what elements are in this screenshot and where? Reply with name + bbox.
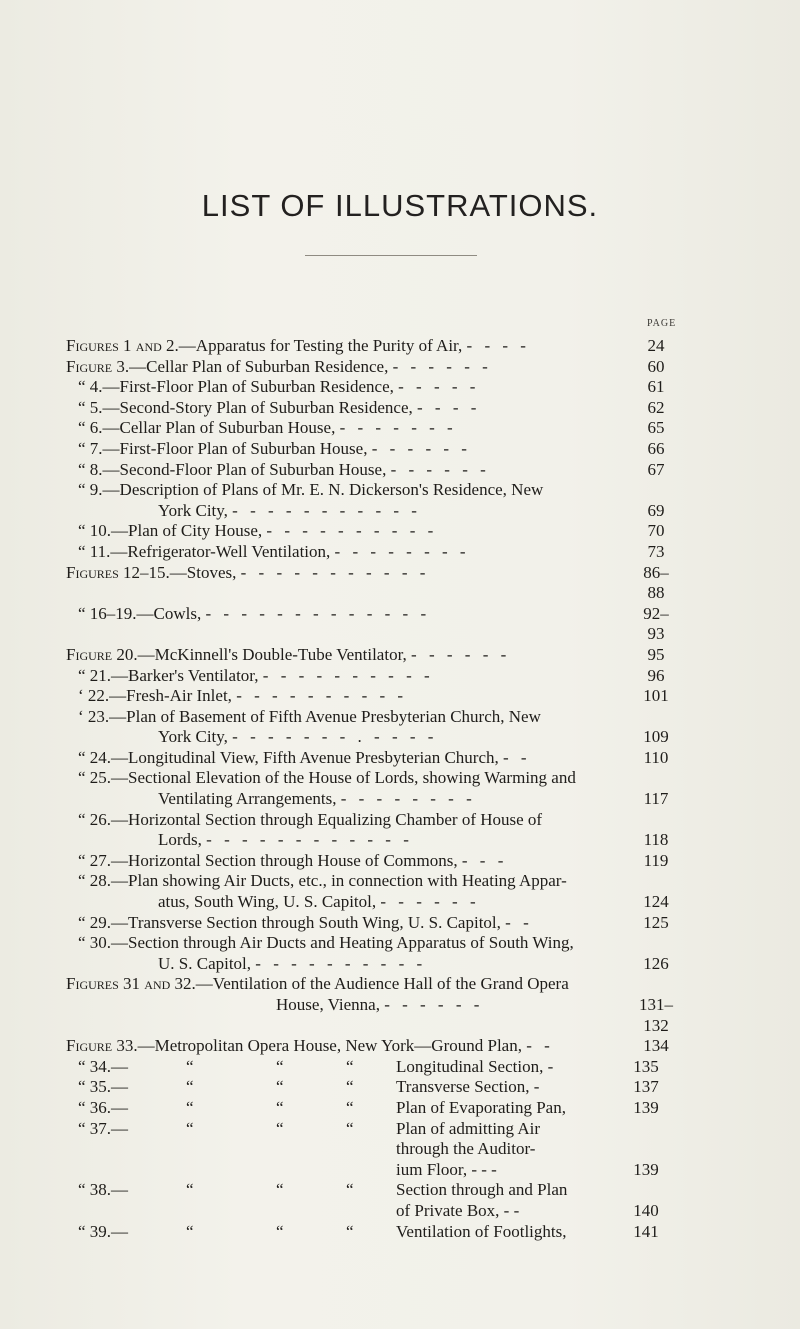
illustrations-list xyxy=(66,336,676,1242)
list-item xyxy=(66,398,676,419)
ditto-mark: “ xyxy=(346,1221,354,1241)
entry-description: ium Floor, - - - xyxy=(396,1159,497,1179)
ditto-mark xyxy=(346,1201,396,1222)
list-item xyxy=(66,830,676,851)
entry-description: —Description of Plans of Mr. E. N. Dickerson's Residence, New xyxy=(102,480,544,500)
entry-description: York City, xyxy=(158,500,228,520)
entry-text xyxy=(66,357,632,378)
figure-number: “ 36.— xyxy=(78,1097,129,1117)
entry-text xyxy=(66,418,632,439)
list-item xyxy=(66,645,676,666)
figure-number xyxy=(66,1201,186,1222)
entry-label: “ 28. xyxy=(78,871,112,891)
ditto-mark: “ xyxy=(276,1077,284,1097)
list-item xyxy=(66,871,676,892)
entry-description: —Refrigerator-Well Ventilation, xyxy=(110,541,331,561)
entry-description: —Apparatus for Testing the Purity of Air, xyxy=(178,336,463,355)
list-item xyxy=(66,501,676,522)
entry-page-number: 124 xyxy=(643,892,669,912)
ditto-mark: “ xyxy=(186,1077,194,1097)
entry-text xyxy=(66,830,632,851)
entry-description: —Transverse Section through South Wing, U. S. Capitol, xyxy=(111,912,501,932)
entry-description: House, Vienna, xyxy=(276,995,380,1014)
figure-number: “ 35.— xyxy=(78,1077,129,1097)
list-item xyxy=(66,933,676,954)
entry-description: —McKinnell's Double-Tube Ventilator, xyxy=(137,644,407,664)
entry-label: “ 10. xyxy=(78,521,112,541)
entry-text xyxy=(66,398,632,419)
entry-leaders: - - - - xyxy=(417,397,481,417)
entry-description: —Cellar Plan of Suburban Residence, xyxy=(129,356,389,376)
entry-page-number: 92–93 xyxy=(643,603,669,644)
entry-description: Transverse Section, - xyxy=(396,1077,540,1097)
figure-number: “ 37.— xyxy=(78,1118,129,1138)
list-item xyxy=(66,768,676,789)
entry-description: —First-Floor Plan of Suburban Residence, xyxy=(102,377,394,397)
entry-page-number: 135 xyxy=(633,1056,659,1076)
list-item xyxy=(66,521,676,542)
entry-text xyxy=(66,542,632,563)
entry-description: —Metropolitan Opera House, New York—Ground Plan, xyxy=(137,1036,522,1056)
entry-text xyxy=(66,707,632,728)
ditto-mark: “ xyxy=(186,1118,194,1138)
list-item xyxy=(66,789,676,810)
page-title: LIST OF ILLUSTRATIONS. xyxy=(201,188,599,223)
entry-page-number: 109 xyxy=(643,727,669,747)
entry-description: —Cellar Plan of Suburban House, xyxy=(102,418,336,438)
entry-text xyxy=(66,336,632,357)
entry-leaders: - - - - - - xyxy=(384,995,484,1014)
entry-page-number: 69 xyxy=(647,500,665,520)
entry-leaders: - - - xyxy=(461,850,508,870)
entry-text xyxy=(66,727,632,748)
entry-label: Figures 31 and 32. xyxy=(66,974,196,994)
figure-number: “ 39.— xyxy=(78,1221,129,1241)
entry-description: —Barker's Ventilator, xyxy=(111,665,259,685)
entry-description: —Plan of City House, xyxy=(111,521,263,541)
entry-description: —Second-Story Plan of Suburban Residence, xyxy=(102,397,413,417)
entry-description: —Plan showing Air Ducts, etc., in connection with Heating Appar- xyxy=(111,871,567,891)
entry-label: “ 26. xyxy=(78,809,112,829)
entry-text xyxy=(66,933,632,954)
ditto-mark xyxy=(276,1139,346,1160)
entry-leaders: - - - - - - xyxy=(411,644,511,664)
entry-page-number xyxy=(626,1139,666,1160)
entry-description: —Ventilation of the Audience Hall of the Grand Opera xyxy=(195,974,569,994)
ditto-mark xyxy=(276,1201,346,1222)
entry-description: Section through and Plan xyxy=(396,1180,568,1200)
entry-leaders: - - - - - - - . - - - - xyxy=(232,727,438,747)
entry-leaders: - - - - - - - - - - - - xyxy=(206,830,413,850)
ditto-mark: “ xyxy=(276,1118,284,1138)
entry-leaders: - - - - - - - - xyxy=(334,541,470,561)
entry-text xyxy=(66,871,632,892)
entry-description: Plan of admitting Air xyxy=(396,1118,541,1138)
entry-description: —Fresh-Air Inlet, xyxy=(109,686,232,706)
entry-label: “ 6. xyxy=(78,418,103,438)
entry-text xyxy=(66,604,632,625)
opera-house-figures-table xyxy=(66,1057,676,1242)
entry-page-number: 60 xyxy=(647,356,665,376)
entry-page-number: 96 xyxy=(647,665,665,685)
ditto-mark: “ xyxy=(276,1221,284,1241)
figure-number: “ 34.— xyxy=(78,1056,129,1076)
list-item xyxy=(66,480,676,501)
title-rule xyxy=(305,255,477,256)
entry-leaders: - - - - - - - - - - - - - xyxy=(205,603,431,623)
entry-page-number: 141 xyxy=(633,1221,659,1241)
list-item xyxy=(66,727,676,748)
entry-description: —Sectional Elevation of the House of Lords, showing Warming and xyxy=(111,768,576,788)
entry-page-number: 61 xyxy=(647,377,665,397)
entry-text xyxy=(66,521,632,542)
entry-leaders: - - - - - xyxy=(398,377,480,397)
list-item xyxy=(66,357,676,378)
list-item xyxy=(66,707,676,728)
ditto-mark: “ xyxy=(276,1180,284,1200)
figure-number xyxy=(66,1139,186,1160)
list-item xyxy=(66,1036,676,1057)
entry-leaders: - - - - - - xyxy=(380,892,480,912)
entry-leaders: - - - - - - xyxy=(392,356,492,376)
entry-page-number: 66 xyxy=(647,438,665,458)
ditto-mark: “ xyxy=(346,1180,354,1200)
entry-text xyxy=(66,686,632,707)
entry-text xyxy=(66,892,632,913)
entry-description: through the Auditor- xyxy=(396,1139,536,1159)
entry-description: —Plan of Basement of Fifth Avenue Presbyterian Church, New xyxy=(109,706,541,726)
ditto-mark: “ xyxy=(276,1097,284,1117)
entry-page-number: 126 xyxy=(643,953,669,973)
entry-page-number: 62 xyxy=(647,397,665,417)
entry-description: —Horizontal Section through House of Commons, xyxy=(111,850,458,870)
entry-page-number: 119 xyxy=(643,850,669,870)
entry-leaders: - - xyxy=(503,747,531,767)
entry-description: —Stoves, xyxy=(169,562,237,582)
entry-leaders: - - - - - - - - - - - xyxy=(232,500,421,520)
entry-text xyxy=(66,851,632,872)
entry-label: Figure 33. xyxy=(66,1036,138,1056)
ditto-mark: “ xyxy=(186,1097,194,1117)
entry-label: “ 21. xyxy=(78,665,112,685)
entry-description: Ventilation of Footlights, xyxy=(396,1221,567,1241)
entry-description: Ventilating Arrangements, xyxy=(158,789,337,809)
entry-text xyxy=(66,810,632,831)
entry-description: of Private Box, - - xyxy=(396,1200,520,1220)
ditto-mark: “ xyxy=(186,1056,194,1076)
entry-leaders: - - xyxy=(505,912,533,932)
page-column-label: PAGE xyxy=(647,318,677,329)
entry-label: “ 16–19. xyxy=(78,603,137,623)
entry-label: “ 5. xyxy=(78,397,103,417)
entry-text xyxy=(66,460,632,481)
ditto-mark: “ xyxy=(346,1077,354,1097)
list-item xyxy=(66,666,676,687)
entry-text xyxy=(66,768,632,789)
list-item xyxy=(66,686,676,707)
entry-leaders: - - - - - - xyxy=(371,438,471,458)
list-item xyxy=(66,439,676,460)
figure-number: “ 38.— xyxy=(78,1180,129,1200)
entry-text xyxy=(66,645,632,666)
entry-text xyxy=(66,789,632,810)
entry-text xyxy=(66,954,632,975)
entry-label: “ 30. xyxy=(78,933,112,953)
entry-page-number: 134 xyxy=(643,1036,669,1056)
entry-leaders: - - - - - - - - - - - xyxy=(240,562,430,582)
entry-description: Lords, xyxy=(158,830,202,850)
entry-leaders: - - - - - - - - - - xyxy=(266,521,438,541)
list-item xyxy=(66,974,676,995)
entry-text xyxy=(66,1036,632,1057)
entry-leaders: - - - - - - - - - - xyxy=(255,953,427,973)
entry-text xyxy=(66,439,632,460)
list-item xyxy=(66,954,676,975)
entry-label: Figures 12–15. xyxy=(66,562,170,582)
entry-page-number: 118 xyxy=(643,830,669,850)
entry-text xyxy=(66,563,632,584)
list-item xyxy=(66,892,676,913)
entry-text xyxy=(66,377,632,398)
ditto-mark: “ xyxy=(346,1056,354,1076)
ditto-mark xyxy=(346,1160,396,1181)
ditto-mark xyxy=(276,1160,346,1181)
entry-text xyxy=(66,480,632,501)
entry-description: York City, xyxy=(158,727,228,747)
entry-text xyxy=(66,748,632,769)
entry-page-number: 137 xyxy=(633,1077,659,1097)
entry-leaders: - - - - - - xyxy=(390,459,490,479)
entry-label: “ 4. xyxy=(78,377,103,397)
list-item xyxy=(66,851,676,872)
entry-label: “ 29. xyxy=(78,912,112,932)
entry-description: —Second-Floor Plan of Suburban House, xyxy=(102,459,387,479)
entry-page-number: 73 xyxy=(647,541,665,561)
list-item xyxy=(66,810,676,831)
entry-description: —Horizontal Section through Equalizing Chamber of House of xyxy=(111,809,543,829)
entry-page-number: 117 xyxy=(643,789,669,809)
list-item xyxy=(66,418,676,439)
ditto-mark xyxy=(346,1139,396,1160)
entry-page-number: 131–132 xyxy=(639,995,673,1035)
list-item xyxy=(66,604,676,645)
ditto-mark: “ xyxy=(186,1180,194,1200)
entry-leaders: - - - - - - - - - - xyxy=(236,686,408,706)
entry-text xyxy=(66,666,632,687)
entry-label: “ 24. xyxy=(78,747,112,767)
entry-page-number: 139 xyxy=(633,1097,659,1117)
entry-leaders: - - - - - - - xyxy=(339,418,457,438)
entry-page-number: 67 xyxy=(647,459,665,479)
list-item xyxy=(66,563,676,604)
list-item xyxy=(66,748,676,769)
entry-label: ‘ 22. xyxy=(78,686,110,706)
entry-description: —Cowls, xyxy=(136,603,202,623)
list-item xyxy=(66,913,676,934)
entry-description: Longitudinal Section, - xyxy=(396,1056,554,1076)
entry-page-number: 139 xyxy=(633,1159,659,1179)
entry-leaders: - - xyxy=(526,1036,554,1056)
entry-page-number: 125 xyxy=(643,912,669,932)
entry-page-number: 140 xyxy=(633,1200,659,1220)
list-item xyxy=(66,377,676,398)
ditto-mark: “ xyxy=(346,1097,354,1117)
entry-label: Figure 3. xyxy=(66,356,130,376)
entry-label: “ 27. xyxy=(78,850,112,870)
entry-label: “ 9. xyxy=(78,480,103,500)
entry-label: Figure 20. xyxy=(66,644,138,664)
entry-text xyxy=(66,995,632,1016)
entry-leaders: - - - - - - - - - - xyxy=(262,665,434,685)
entry-leaders: - - - - xyxy=(466,336,530,355)
entry-description: —Section through Air Ducts and Heating Apparatus of South Wing, xyxy=(111,933,574,953)
entry-page-number xyxy=(626,1119,666,1140)
entry-label: Figures 1 and 2. xyxy=(66,336,179,355)
entry-text xyxy=(66,913,632,934)
list-item xyxy=(66,542,676,563)
entry-page-number: 86–88 xyxy=(643,562,669,603)
entry-description: U. S. Capitol, xyxy=(158,953,252,973)
entry-label: ‘ 23. xyxy=(78,706,110,726)
list-item xyxy=(66,336,676,357)
entry-page-number: 24 xyxy=(647,336,665,355)
entry-label: “ 7. xyxy=(78,438,103,458)
entry-page-number: 70 xyxy=(647,521,665,541)
ditto-mark xyxy=(186,1201,276,1222)
figure-number xyxy=(66,1160,186,1181)
entry-page-number: 110 xyxy=(643,747,669,767)
entry-label: “ 25. xyxy=(78,768,112,788)
entry-text xyxy=(66,974,632,995)
entry-leaders: - - - - - - - - xyxy=(340,789,476,809)
entry-page-number: 95 xyxy=(647,644,665,664)
entry-label: “ 8. xyxy=(78,459,103,479)
entry-page-number: 101 xyxy=(643,686,669,706)
entry-description: atus, South Wing, U. S. Capitol, xyxy=(158,892,377,912)
list-item xyxy=(66,995,676,1036)
ditto-mark: “ xyxy=(346,1118,354,1138)
ditto-mark: “ xyxy=(276,1056,284,1076)
entry-description: —Longitudinal View, Fifth Avenue Presbyterian Church, xyxy=(111,747,499,767)
list-item xyxy=(66,460,676,481)
ditto-mark xyxy=(186,1139,276,1160)
ditto-mark xyxy=(186,1160,276,1181)
entry-page-number xyxy=(626,1180,666,1201)
ditto-mark: “ xyxy=(186,1221,194,1241)
entry-description: Plan of Evaporating Pan, xyxy=(396,1097,566,1117)
entry-text xyxy=(66,501,632,522)
entry-description: —First-Floor Plan of Suburban House, xyxy=(102,438,368,458)
entry-label: “ 11. xyxy=(78,541,111,561)
entry-page-number: 65 xyxy=(647,418,665,438)
